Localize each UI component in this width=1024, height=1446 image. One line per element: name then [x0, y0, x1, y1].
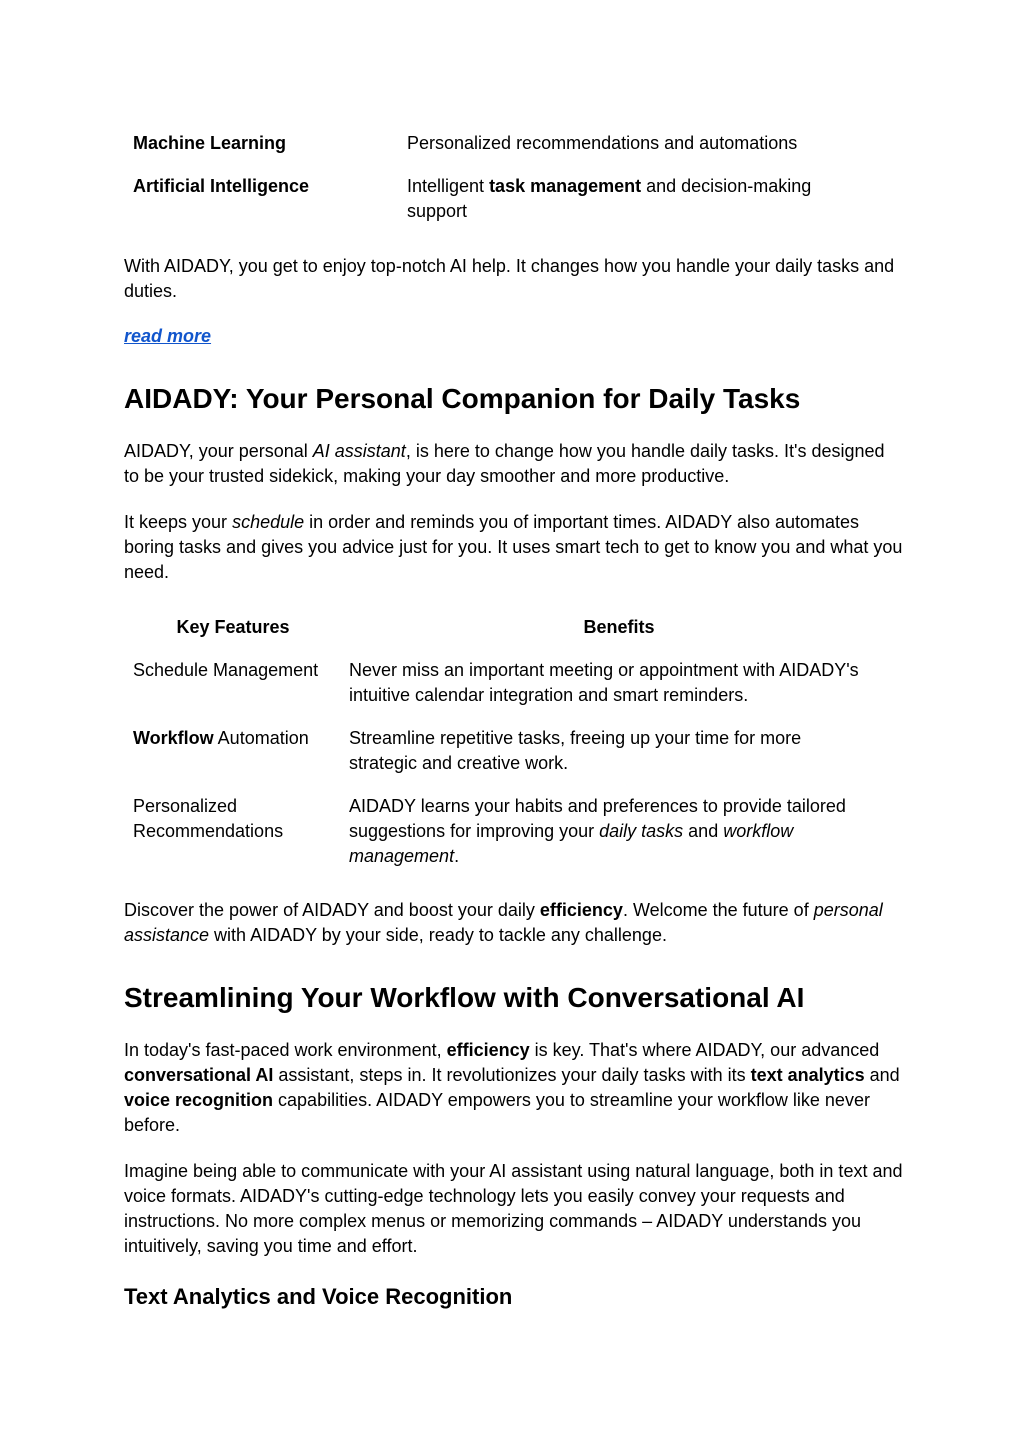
table-cell-feature: Personalized Recommendations	[133, 796, 284, 841]
paragraph: Imagine being able to communicate with your AI assistant using natural language, both in text and voice formats. AIDADY's cutting-edge technology lets you easily convey your requests and instructions. No more complex menus or memorizing commands – AIDADY understands you intuitively, saving you time and effort.	[124, 1161, 903, 1256]
table-cell-benefit: AIDADY learns your habits and preferences to provide tailored suggestions for improving your daily tasks and workflow management.	[349, 796, 846, 866]
intro-paragraph: With AIDADY, you get to enjoy top-notch AI help. It changes how you handle your daily tasks and duties.	[124, 256, 895, 301]
paragraph: In today's fast-paced work environment, efficiency is key. That's where AIDADY, our advanced conversational AI assistant, steps in. It revolutionizes your daily tasks with its text analytics and voice recognition capabilities. AIDADY empowers you to streamline your workflow like never before.	[124, 1040, 900, 1135]
table-value: Intelligent task management and decision-making support	[407, 176, 812, 221]
table-cell-benefit: Streamline repetitive tasks, freeing up your time for more strategic and creative work.	[349, 728, 802, 773]
table-cell-feature: Workflow Automation	[133, 728, 309, 748]
table-key: Artificial Intelligence	[133, 176, 310, 196]
table-cell-feature: Schedule Management	[133, 660, 319, 680]
table-value: Personalized recommendations and automations	[407, 133, 798, 153]
paragraph: AIDADY, your personal AI assistant, is here to change how you handle daily tasks. It's designed to be your trusted sidekick, making your day smoother and more productive.	[124, 441, 885, 486]
subheading-text-analytics: Text Analytics and Voice Recognition	[124, 1284, 513, 1309]
paragraph: Discover the power of AIDADY and boost your daily efficiency. Welcome the future of personal assistance with AIDADY by your side, ready to tackle any challenge.	[124, 900, 883, 945]
paragraph: It keeps your schedule in order and reminds you of important times. AIDADY also automates boring tasks and gives you advice just for you. It uses smart tech to get to know you and what you need.	[124, 512, 903, 582]
table-header-benefits: Benefits	[583, 617, 655, 637]
table-header-features: Key Features	[176, 617, 290, 637]
section-heading-workflow: Streamlining Your Workflow with Conversational AI	[124, 982, 805, 1013]
table-cell-benefit: Never miss an important meeting or appointment with AIDADY's intuitive calendar integration and smart reminders.	[349, 660, 859, 705]
read-more-link[interactable]: read more	[124, 326, 212, 346]
section-heading-companion: AIDADY: Your Personal Companion for Daily Tasks	[124, 383, 801, 414]
read-more-container	[124, 324, 904, 349]
table-key: Machine Learning	[133, 133, 287, 153]
